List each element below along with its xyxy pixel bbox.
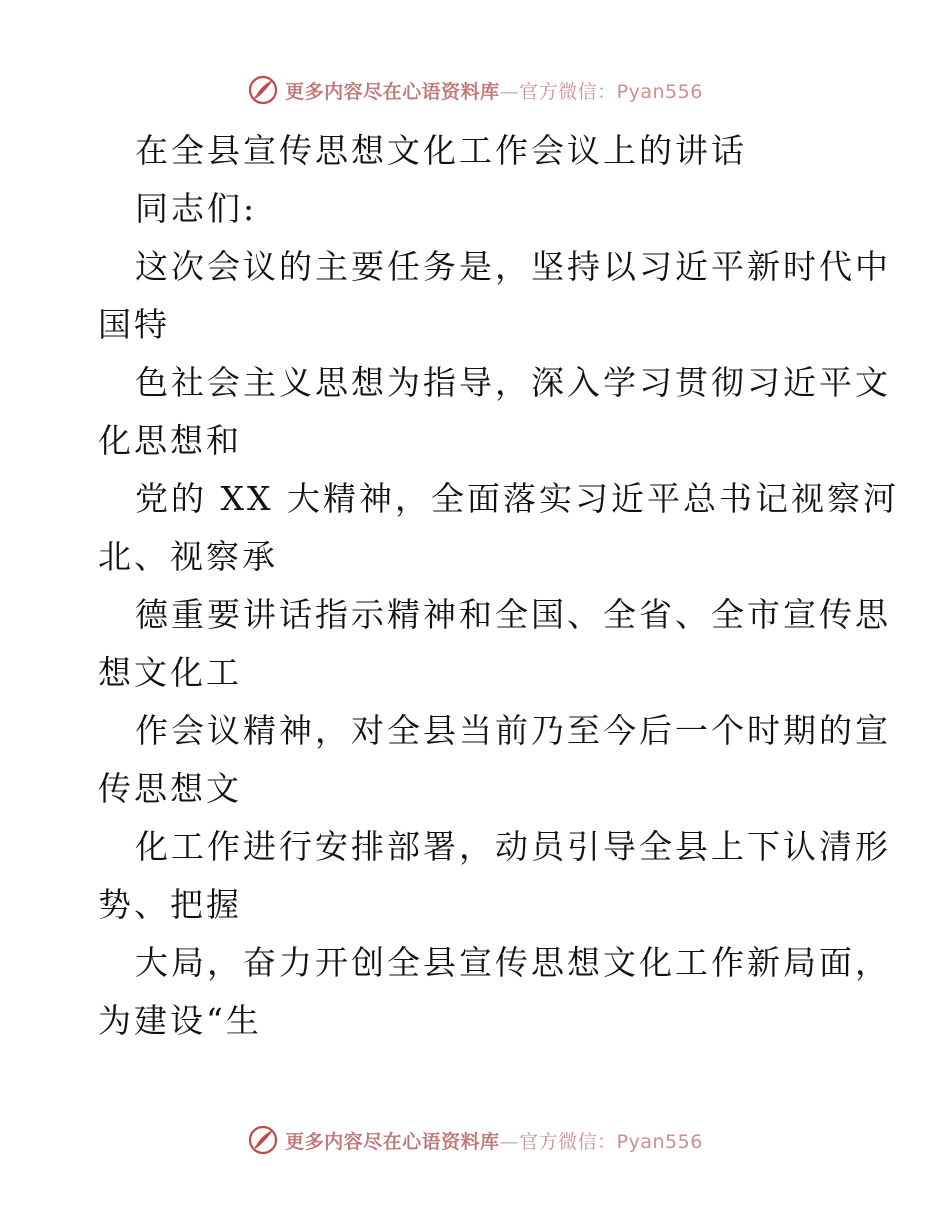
text-line: 在全县宣传思想文化工作会议上的讲话 bbox=[135, 131, 747, 170]
text-line: 大局，奋力开创全县宣传思想文化工作新局面， bbox=[135, 943, 891, 982]
text-line: 化思想和 bbox=[98, 421, 242, 460]
quill-logo-icon bbox=[247, 74, 279, 106]
watermark-account: 官方微信：Pyan556 bbox=[519, 1130, 703, 1153]
quill-logo-icon bbox=[247, 1124, 279, 1156]
text-line: 同志们: bbox=[135, 189, 258, 228]
header-watermark bbox=[0, 70, 950, 110]
text-line: 北、视察承 bbox=[98, 537, 278, 576]
watermark-text bbox=[285, 1127, 703, 1154]
text-line: 想文化工 bbox=[98, 653, 242, 692]
text-line: 党的 XX 大精神，全面落实习近平总书记视察河 bbox=[135, 479, 899, 518]
watermark-account: 官方微信：Pyan556 bbox=[519, 80, 703, 103]
footer-watermark bbox=[0, 1120, 950, 1160]
text-line: 化工作进行安排部署，动员引导全县上下认清形 bbox=[135, 827, 891, 866]
watermark-separator: — bbox=[499, 80, 520, 103]
text-line: 势、把握 bbox=[98, 885, 242, 924]
text-line: 这次会议的主要任务是，坚持以习近平新时代中 bbox=[135, 247, 891, 286]
watermark-main: 更多内容尽在心语资料库 bbox=[285, 80, 500, 103]
text-line: 国特 bbox=[98, 305, 170, 344]
text-line: 为建设“生 bbox=[98, 1001, 262, 1040]
text-line: 德重要讲话指示精神和全国、全省、全市宣传思 bbox=[135, 595, 891, 634]
text-line: 作会议精神，对全县当前乃至今后一个时期的宣 bbox=[135, 711, 891, 750]
watermark-separator: — bbox=[499, 1130, 520, 1153]
document-body bbox=[98, 122, 899, 1050]
text-line: 传思想文 bbox=[98, 769, 242, 808]
text-line: 色社会主义思想为指导，深入学习贯彻习近平文 bbox=[135, 363, 891, 402]
watermark-text bbox=[285, 77, 703, 104]
watermark-main: 更多内容尽在心语资料库 bbox=[285, 1130, 500, 1153]
